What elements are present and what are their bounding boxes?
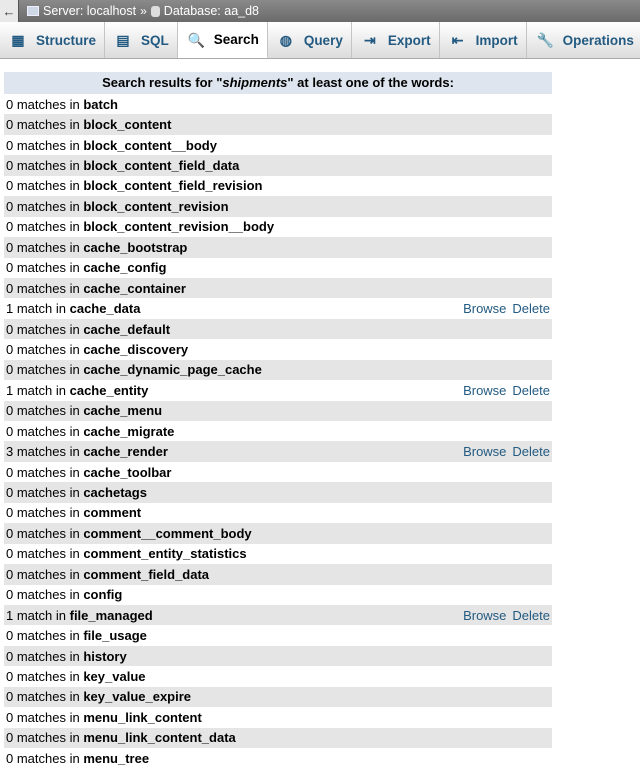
table-name: cache_toolbar: [83, 464, 172, 480]
table-name: key_value_expire: [83, 689, 192, 705]
row-text: [6, 281, 186, 296]
delete-link[interactable]: Delete: [512, 444, 550, 460]
row-text: [6, 301, 140, 316]
row-text: [6, 730, 236, 745]
table-row: [4, 176, 552, 196]
table-name: cache_render: [83, 444, 168, 460]
match-count: 0 matches in: [6, 546, 80, 562]
tab-label: Structure: [36, 32, 97, 48]
table-row: [4, 217, 552, 237]
table-row: [4, 339, 552, 359]
table-name: block_content__body: [83, 137, 217, 153]
row-text: [6, 608, 153, 623]
breadcrumb-separator: »: [140, 4, 147, 18]
table-row: [4, 237, 552, 257]
header-prefix: Search results for ": [102, 75, 223, 90]
tab-label: SQL: [141, 32, 169, 48]
row-text: [6, 117, 171, 132]
table-name: cache_discovery: [83, 341, 189, 357]
match-count: 0 matches in: [6, 587, 80, 603]
tab-export[interactable]: [352, 22, 440, 58]
table-name: cache_dynamic_page_cache: [83, 362, 262, 378]
table-row: [4, 666, 552, 686]
table-name: cache_menu: [83, 403, 163, 419]
row-text: [6, 97, 118, 112]
row-text: [6, 465, 171, 480]
table-name: cache_bootstrap: [83, 239, 188, 255]
row-text: [6, 424, 174, 439]
match-count: 1 match in: [6, 301, 66, 317]
table-row: [4, 605, 552, 625]
search-term: shipments: [222, 75, 288, 90]
match-count: 0 matches in: [6, 158, 80, 174]
table-row: [4, 585, 552, 605]
table-row: [4, 278, 552, 298]
delete-link[interactable]: Delete: [512, 382, 550, 398]
table-name: block_content: [83, 117, 172, 133]
row-text: [6, 567, 209, 582]
table-row: [4, 319, 552, 339]
breadcrumb-database-link[interactable]: Database: aa_d8: [163, 4, 260, 18]
match-count: 0 matches in: [6, 566, 80, 582]
row-text: [6, 649, 127, 664]
table-name: block_content_revision__body: [83, 219, 275, 235]
row-text: [6, 158, 239, 173]
table-row: [4, 258, 552, 278]
match-count: 0 matches in: [6, 525, 80, 541]
row-text: [6, 260, 166, 275]
table-row: [4, 503, 552, 523]
match-count: 0 matches in: [6, 219, 80, 235]
search-results-header: [4, 72, 552, 94]
tab-label: Import: [475, 32, 518, 48]
row-text: [6, 526, 252, 541]
delete-link[interactable]: Delete: [512, 301, 550, 317]
table-row: [4, 196, 552, 216]
row-text: [6, 444, 168, 459]
row-text: [6, 505, 141, 520]
database-icon: [151, 6, 160, 17]
table-row: [4, 360, 552, 380]
table-name: comment_field_data: [83, 566, 210, 582]
table-row: [4, 441, 552, 461]
row-text: [6, 669, 146, 684]
table-name: config: [83, 587, 123, 603]
table-name: cachetags: [83, 485, 147, 501]
match-count: 0 matches in: [6, 239, 80, 255]
breadcrumb-server-link[interactable]: Server: localhost: [43, 4, 137, 18]
match-count: 0 matches in: [6, 709, 80, 725]
table-row: [4, 564, 552, 584]
match-count: 3 matches in: [6, 444, 80, 460]
table-name: block_content_revision: [83, 198, 229, 214]
table-name: cache_migrate: [83, 423, 175, 439]
table-row: [4, 298, 552, 318]
results-rows: [4, 94, 552, 768]
table-row: [4, 625, 552, 645]
match-count: 0 matches in: [6, 485, 80, 501]
browse-link[interactable]: Browse: [463, 607, 507, 623]
table-row: [4, 94, 552, 114]
wrench-icon: 🔧: [536, 32, 555, 48]
table-name: menu_link_content_data: [83, 730, 236, 746]
match-count: 0 matches in: [6, 280, 80, 296]
row-text: [6, 219, 274, 234]
tab-label: Export: [387, 32, 431, 48]
tab-operations[interactable]: [527, 22, 640, 58]
table-row: [4, 462, 552, 482]
match-count: 1 match in: [6, 382, 66, 398]
match-count: 0 matches in: [6, 648, 80, 664]
match-count: 0 matches in: [6, 628, 80, 644]
breadcrumb: [27, 4, 259, 18]
row-text: [6, 710, 202, 725]
table-row: [4, 421, 552, 441]
tab-structure[interactable]: [0, 22, 105, 58]
match-count: 0 matches in: [6, 260, 80, 276]
table-name: cache_data: [69, 301, 141, 317]
row-text: [6, 587, 122, 602]
table-name: cache_config: [83, 260, 167, 276]
table-name: comment__comment_body: [83, 525, 252, 541]
table-name: file_managed: [69, 607, 153, 623]
table-name: menu_link_content: [83, 709, 202, 725]
row-text: [6, 628, 147, 643]
back-arrow-icon[interactable]: ←: [0, 0, 19, 22]
table-row: [4, 155, 552, 175]
sql-icon: ▤: [116, 32, 130, 48]
row-text: [6, 689, 191, 704]
table-row: [4, 523, 552, 543]
table-name: key_value: [83, 668, 146, 684]
browse-link[interactable]: Browse: [463, 382, 507, 398]
export-icon: ⇥: [363, 32, 376, 48]
table-name: file_usage: [83, 628, 147, 644]
header-suffix: " at least one of the words:: [287, 75, 454, 90]
table-row: [4, 707, 552, 727]
match-count: 0 matches in: [6, 117, 80, 133]
row-text: [6, 383, 148, 398]
table-row: [4, 401, 552, 421]
table-name: batch: [83, 96, 118, 112]
match-count: 0 matches in: [6, 321, 80, 337]
table-row: [4, 646, 552, 666]
match-count: 0 matches in: [6, 730, 80, 746]
match-count: 0 matches in: [6, 96, 80, 112]
table-row: [4, 748, 552, 768]
row-text: [6, 322, 170, 337]
search-icon: 🔍: [187, 31, 206, 48]
table-name: cache_container: [83, 280, 186, 296]
row-text: [6, 751, 149, 766]
row-text: [6, 546, 247, 561]
row-text: [6, 403, 162, 418]
table-row: [4, 544, 552, 564]
tab-label: Search: [213, 32, 259, 47]
browse-link[interactable]: Browse: [463, 444, 507, 460]
table-name: comment_entity_statistics: [83, 546, 247, 562]
row-text: [6, 178, 263, 193]
tab-sql[interactable]: [105, 22, 178, 58]
match-count: 0 matches in: [6, 750, 80, 766]
search-results-table: [4, 72, 552, 768]
row-text: [6, 199, 229, 214]
structure-icon: ▦: [11, 32, 25, 48]
table-name: history: [83, 648, 127, 664]
query-icon: ◍: [279, 32, 292, 48]
row-text: [6, 138, 217, 153]
table-row: [4, 135, 552, 155]
row-text: [6, 485, 147, 500]
match-count: 0 matches in: [6, 689, 80, 705]
row-actions: [463, 301, 552, 316]
table-name: block_content_field_data: [83, 158, 240, 174]
table-name: menu_tree: [83, 750, 150, 766]
table-name: cache_entity: [69, 382, 149, 398]
table-name: block_content_field_revision: [83, 178, 263, 194]
match-count: 0 matches in: [6, 362, 80, 378]
match-count: 0 matches in: [6, 423, 80, 439]
match-count: 0 matches in: [6, 198, 80, 214]
match-count: 0 matches in: [6, 341, 80, 357]
table-name: cache_default: [83, 321, 171, 337]
table-name: comment: [83, 505, 142, 521]
row-actions: [463, 608, 552, 623]
server-icon: [27, 6, 39, 16]
match-count: 1 match in: [6, 607, 66, 623]
table-row: [4, 482, 552, 502]
browse-link[interactable]: Browse: [463, 301, 507, 317]
tab-label: Operations: [562, 32, 634, 48]
row-text: [6, 342, 188, 357]
match-count: 0 matches in: [6, 137, 80, 153]
table-row: [4, 687, 552, 707]
row-text: [6, 362, 262, 377]
table-row: [4, 728, 552, 748]
tab-bar: [0, 22, 640, 59]
match-count: 0 matches in: [6, 505, 80, 521]
table-row: [4, 114, 552, 134]
breadcrumb-bar: [0, 0, 640, 22]
row-actions: [463, 383, 552, 398]
table-row: [4, 380, 552, 400]
tab-label: Query: [303, 32, 343, 48]
tab-search[interactable]: [178, 22, 268, 58]
import-icon: ⇤: [451, 32, 464, 48]
tab-import[interactable]: [440, 22, 527, 58]
match-count: 0 matches in: [6, 464, 80, 480]
match-count: 0 matches in: [6, 403, 80, 419]
tab-query[interactable]: [268, 22, 352, 58]
match-count: 0 matches in: [6, 668, 80, 684]
match-count: 0 matches in: [6, 178, 80, 194]
delete-link[interactable]: Delete: [512, 607, 550, 623]
row-actions: [463, 444, 552, 459]
row-text: [6, 240, 187, 255]
